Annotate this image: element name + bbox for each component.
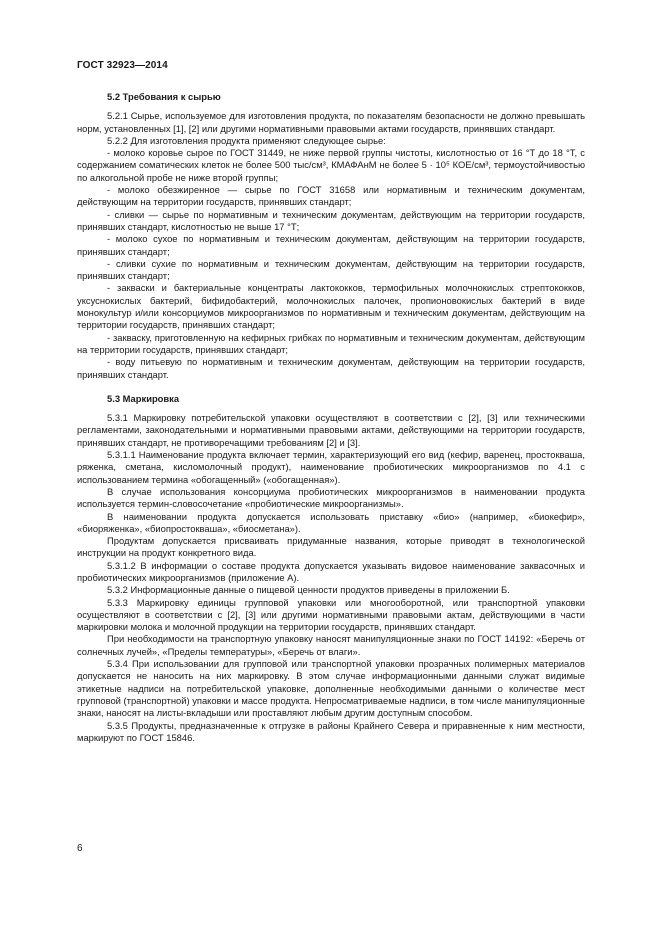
paragraph: 5.2.2 Для изготовления продукта применяют следующее сырье:	[107, 134, 386, 146]
paragraph: 5.2.1 Сырье, используемое для изготовления продукта, по показателям безопасности не должно превышать норм, установленных [1], [2] или другими нормативными правовыми актами государств, принявших стандарт.	[77, 110, 585, 134]
section-heading-5-2: 5.2 Требования к сырью	[107, 91, 221, 102]
section-body-5-3	[77, 412, 585, 744]
list-item: - молоко коровье сырое по ГОСТ 31449, не ниже первой группы чистоты, кислотностью от 16 °Т до 18 °Т, с содержанием соматических клеток не более 500 тыс/см³, КМАФАнМ не более 5 · 10⁵ КОЕ/см³, термоустойчивостью по алкогольной пробе не ниже второй группы;	[77, 147, 585, 183]
section-heading-5-3: 5.3 Маркировка	[107, 392, 180, 404]
paragraph: 5.3.4 При использовании для групповой или транспортной упаковки прозрачных полимерных материалов допускается не наносить на них маркировку. В этом случае информационными данными служат видимые этикетные надписи на потребительской упаковке, дополненные необходимыми данными о количестве мест групповой (транспортной) упаковки и массе продукта. Непросматриваемые надписи, в том числе манипуляционные знаки, наносят на листы-вкладыши или проставляют любым другим доступным способом.	[77, 658, 585, 719]
paragraph: 5.3.2 Информационные данные о пищевой ценности продуктов приведены в приложении Б.	[107, 584, 510, 596]
list-item: - закваску, приготовленную на кефирных грибках по нормативным и техническим документам, действующим на территории государств, принявших стандарт;	[77, 331, 585, 355]
paragraph: 5.3.1.1 Наименование продукта включает термин, характеризующий его вид (кефир, варенец, простокваша, ряженка, сметана, кисломолочный продукт), наименование пробиотических микроорганизмов по 4.1 с использованием термина «обогащенный» («обогащенная»).	[77, 449, 585, 485]
paragraph: Продуктам допускается присваивать придуманные названия, которые приводят в технологической инструкции на продукт конкретного вида.	[77, 535, 585, 559]
list-item: - молоко обезжиренное — сырье по ГОСТ 31658 или нормативным и техническим документам, действующим на территории государств, принявших стандарт;	[77, 184, 585, 208]
list-item: - закваски и бактериальные концентраты лактококков, термофильных молочнокислых стрептококков, уксуснокислых бактерий, бифидобактерий, молочнокислых палочек, пропионовокислых бактерий в виде монокультур и/или консорциумов микроорганизмов по нормативным и техническим документам, действующим на территории государств, принявших стандарт;	[77, 282, 585, 331]
page-content	[77, 91, 585, 744]
document-header: ГОСТ 32923—2014	[77, 60, 168, 71]
list-item: - сливки — сырье по нормативным и техническим документам, действующим на территории государств, принявших стандарт, кислотностью не выше 17 °Т;	[77, 208, 585, 232]
section-body-5-2	[77, 110, 585, 381]
paragraph: В наименовании продукта допускается использовать приставку «био» (например, «биокефир», «биоряженка», «биопростокваша», «биосметана»).	[77, 510, 585, 534]
paragraph: При необходимости на транспортную упаковку наносят манипуляционные знаки по ГОСТ 14192: «Беречь от солнечных лучей», «Пределы температуры», «Беречь от влаги».	[77, 633, 585, 657]
page-number: 6	[77, 843, 83, 854]
paragraph: В случае использования консорциума пробиотических микроорганизмов в наименовании продукта используется термин-словосочетание «пробиотические микроорганизмы».	[77, 485, 585, 510]
paragraph: 5.3.5 Продукты, предназначенные к отгрузке в районы Крайнего Севера и приравненные к ним местности, маркируют по ГОСТ 15846.	[77, 719, 585, 743]
list-item: - молоко сухое по нормативным и техническим документам, действующим на территории государств, принявших стандарт;	[77, 233, 585, 257]
list-item: - воду питьевую по нормативным и техническим документам, действующим на территории государств, принявших стандарт.	[77, 356, 585, 380]
paragraph: 5.3.1 Маркировку потребительской упаковки осуществляют в соответствии с [2], [3] или техническими регламентами, законодательными и нормативными правовыми актами, действующими на территории государств, принявших стандарт, не противоречащими требованиям [2] и [3].	[77, 412, 585, 448]
paragraph: 5.3.3 Маркировку единицы групповой упаковки или многооборотной, или транспортной упаковки осуществляют в соответствии с [2], [3] или другими нормативными правовыми актам, действующими в части маркировки молока и молочной продукции на территории государств, принявших стандарт.	[77, 596, 585, 633]
list-item: - сливки сухие по нормативным и техническим документам, действующим на территории государств, принявших стандарт;	[77, 257, 585, 282]
paragraph: 5.3.1.2 В информации о составе продукта допускается указывать видовое наименование заквасочных и пробиотических микроорганизмов (приложение А).	[77, 559, 585, 583]
